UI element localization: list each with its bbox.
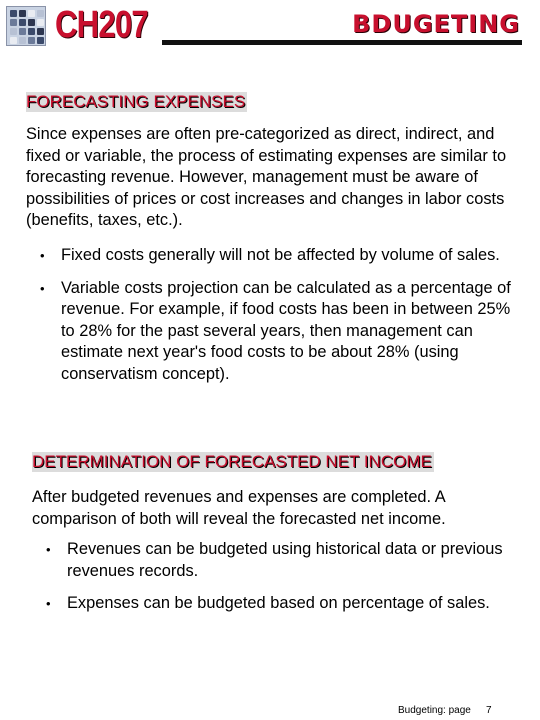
keypad-key xyxy=(28,37,35,44)
page-number: 7 xyxy=(486,705,492,716)
keypad-key xyxy=(19,37,26,44)
keypad-key xyxy=(37,10,44,17)
keypad-key xyxy=(28,10,35,17)
calculator-keypad-icon xyxy=(6,6,46,46)
keypad-key xyxy=(19,10,26,17)
keypad-key xyxy=(37,28,44,35)
keypad-key xyxy=(10,28,17,35)
bullet-list-forecasting-expenses xyxy=(26,245,516,385)
list-item: • Revenues can be budgeted using historical data or previous revenues records. xyxy=(46,540,503,580)
list-item: • Fixed costs generally will not be affected by volume of sales. xyxy=(26,245,516,267)
keypad-key xyxy=(19,19,26,26)
section-title-forecasting-expenses: FORECASTING EXPENSES xyxy=(26,92,246,111)
chapter-label: CH207 xyxy=(55,4,148,46)
keypad-key xyxy=(28,28,35,35)
keypad-key xyxy=(37,37,44,44)
keypad-key xyxy=(28,19,35,26)
keypad-key xyxy=(10,19,17,26)
keypad-key xyxy=(10,37,17,44)
header-divider xyxy=(162,40,522,45)
bullet-icon: • xyxy=(46,542,51,557)
section-paragraph-forecasting-expenses: Since expenses are often pre-categorized as direct, indirect, and fixed or variable, the process of estimating expenses are similar to forecasting revenue. However, management must be aware of possibilities of prices or cost increases and changes in labor costs (benefits, taxes, etc.). xyxy=(26,125,507,229)
page-title: BDUGETING xyxy=(352,10,520,38)
keypad-key xyxy=(10,10,17,17)
section-paragraph-forecasted-net-income: After budgeted revenues and expenses are completed. A comparison of both will reveal the forecasted net income. xyxy=(32,488,446,528)
bullet-icon: • xyxy=(46,596,51,611)
keypad-key xyxy=(19,28,26,35)
footer-label: Budgeting: page xyxy=(398,705,471,716)
bullet-icon: • xyxy=(40,248,45,263)
list-item: • Expenses can be budgeted based on percentage of sales. xyxy=(32,593,510,615)
bullet-icon: • xyxy=(40,280,45,296)
page-header xyxy=(0,0,540,50)
list-item: • Variable costs projection can be calculated as a percentage of revenue. For example, if food costs has been in between 25% to 28% for the past several years, then management can estimate next year's food costs to be about 28% (using conservatism concept). xyxy=(40,278,511,383)
keypad-key xyxy=(37,19,44,26)
section-title-forecasted-net-income: DETERMINATION OF FORECASTED NET INCOME xyxy=(32,452,432,471)
bullet-list-forecasted-net-income xyxy=(32,539,510,615)
